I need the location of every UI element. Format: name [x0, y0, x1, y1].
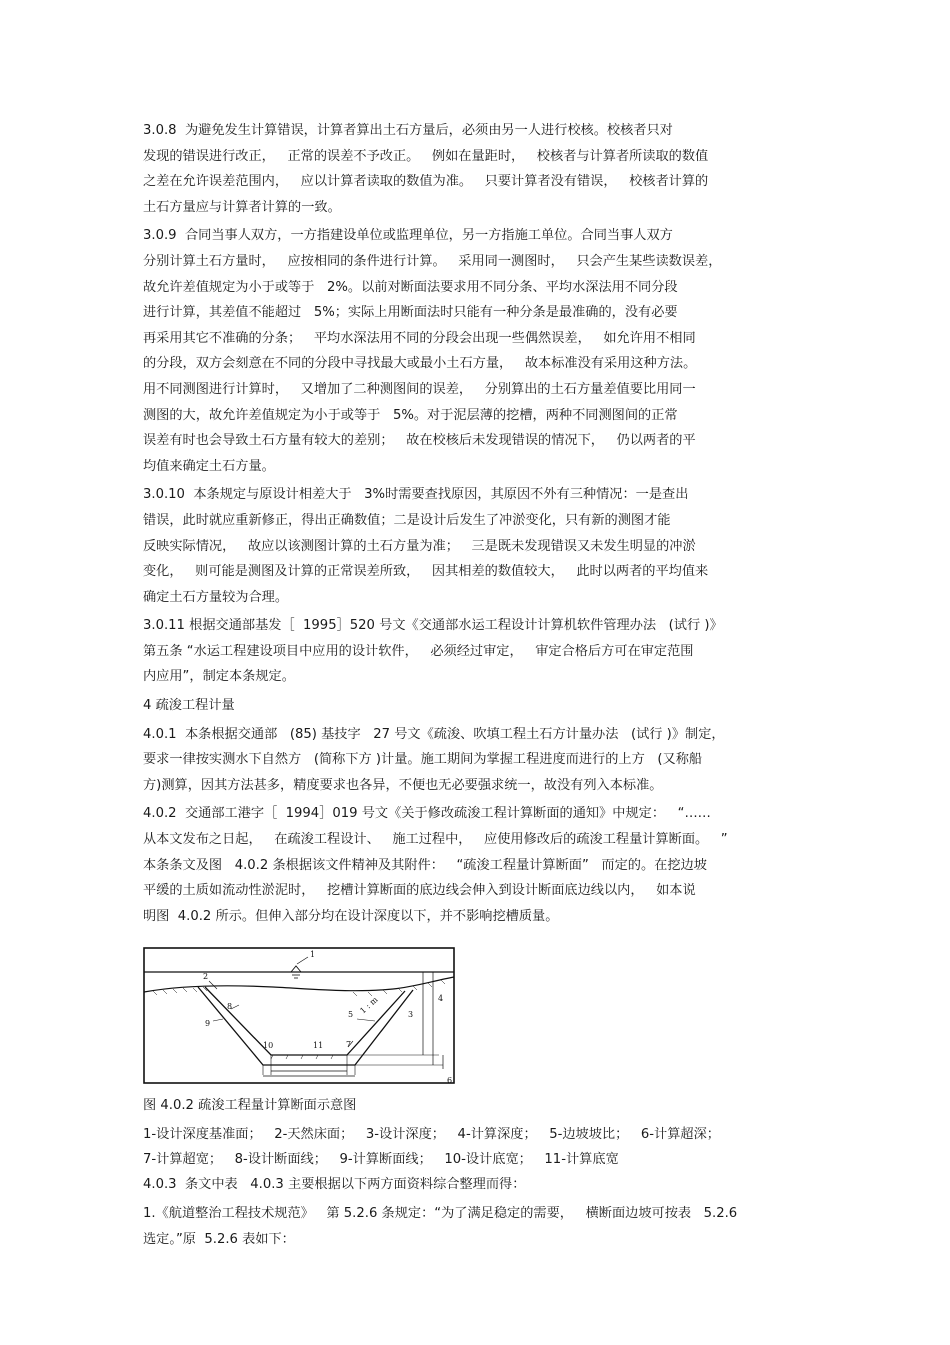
slope-ratio-label: 1 : m: [358, 995, 380, 1016]
leader-1: [297, 957, 308, 964]
fig-label-5: 5: [348, 1010, 354, 1020]
figure-legend-line-2: 7-计算超宽； 8-设计断面线； 9-计算断面线； 10-设计底宽； 11-计算底宽: [143, 1152, 619, 1168]
fig-label-9: 9: [205, 1019, 211, 1029]
leader-8: [231, 1005, 239, 1009]
figure-caption: 图 4.0.2 疏浚工程量计算断面示意图: [143, 1098, 357, 1114]
paragraph-4-0-2: 4.0.2 交通部工港字［ 1994］019 号文《关于修改疏浚工程计算断面的通知》中规定： “…… 从本文发布之日起， 在疏浚工程设计、 施工过程中， 应使用修改后的疏浚工程量计算断面。 ” 本条条文及图 4.0.2 条根据该文件精神及其附件： “疏浚工程量计算断面” 而定的。在挖边坡 平缓的土质如流动性淤泥时， 挖槽计算断面的底边线会伸入到设计断面底边线以内， 如本说 明图 4.0.2 所示。但伸入部分均在设计深度以下，并不影响挖槽质量。: [143, 806, 728, 924]
fig-label-1: 1: [310, 950, 316, 960]
paragraph-4-0-1: 4.0.1 本条根据交通部 (85) 基技字 27 号文《疏浚、吹填工程土石方计量办法 (试行 )》制定， 要求一律按实测水下自然方 (简称下方 )计量。施工期间为掌握工程进度而进行的上方 (又称船 方)测算，因其方法甚多，精度要求也各异，不便也无必要强求统一，故没有列入本标准。: [143, 726, 725, 793]
water-level-icon: [291, 966, 301, 972]
paragraph-3-0-8: 3.0.8 为避免发生计算错误，计算者算出土石方量后，必须由另一人进行校核。校核者只对 发现的错误进行改正， 正常的误差不予改正。 例如在量距时， 校核者与计算者所读取的数值 之差在允许误差范围内， 应以计算者读取的数值为准。 只要计算者没有错误， 校核者计算的 土石方量应与计算者计算的一致。: [143, 123, 709, 215]
computation-section-line: [198, 987, 413, 1065]
dredging-section-figure: [143, 947, 461, 1085]
paragraph-3-0-11: 3.0.11 根据交通部基发［ 1995］520 号文《交通部水运工程设计计算机软件管理办法 (试行 )》 第五条 “水运工程建设项目中应用的设计软件， 必须经过审定， 审定合格后方可在审定范围 内应用”，制定本条规定。: [143, 618, 723, 685]
fig-label-8: 8: [227, 1002, 233, 1012]
natural-bed-line: [144, 977, 454, 992]
fig-label-2: 2: [203, 972, 209, 982]
fig-label-6: 6: [447, 1076, 453, 1086]
paragraph-3-0-10: 3.0.10 本条规定与原设计相差大于 3%时需要查找原因，其原因不外有三种情况：一是查出 错误，此时就应重新修正，得出正确数值；二是设计后发生了冲淤变化，只有新的测图才能 反映实际情况， 故应以该测图计算的土石方量为准； 三是既未发现错误又未发生明显的冲淤 变化， 则可能是测图及计算的正常误差所致， 因其相差的数值较大， 此时以两者的平均值来 确定土石方量较为合理。: [143, 487, 709, 605]
fig-label-11: 11: [313, 1041, 324, 1051]
fig-label-4: 4: [438, 994, 444, 1004]
leader-2: [209, 981, 217, 989]
leader-5: [357, 1019, 375, 1021]
paragraph-4-0-3: 4.0.3 条文中表 4.0.3 主要根据以下两方面资料综合整理而得：: [143, 1177, 526, 1193]
section-heading: 4 疏浚工程计量: [143, 698, 235, 714]
fig-label-10: 10: [263, 1041, 274, 1051]
paragraph-spec-reference: 1.《航道整治工程技术规范》 第 5.2.6 条规定：“为了满足稳定的需要， 横断面边坡可按表 5.2.6 选定。”原 5.2.6 表如下：: [143, 1206, 738, 1247]
fig-label-7: 7: [346, 1040, 352, 1050]
figure-legend-line-1: 1-设计深度基准面； 2-天然床面； 3-设计深度； 4-计算深度； 5-边坡坡比； 6-计算超深；: [143, 1127, 720, 1143]
paragraph-3-0-9: 3.0.9 合同当事人双方，一方指建设单位或监理单位，另一方指施工单位。合同当事人双方 分别计算土石方量时， 应按相同的条件进行计算。 采用同一测图时， 只会产生某些读数误差， 故允许差值规定为小于或等于 2%。以前对断面法要求用不同分条、平均水深法用不同分段 进行计算，其差值不能超过 5%；实际上用断面法时只能有一种分条是最准确的，没有必要 再采用其它不准确的分条； 平均水深法用不同的分段会出现一些偶然误差， 如允许用不相同 的分段，双方会刻意在不同的分段中寻找最大或最小土石方量， 故本标准没有采用这种方法。 用不同测图进行计算时， 又增加了二种测图间的误差， 分别算出的土石方量差值要比用同一 测图的大，故允许差值规定为小于或等于 5%。对于泥层薄的挖槽，两种不同测图间的正常 误差有时也会导致土石方量有较大的差别； 故在校核后未发现错误的情况下， 仍以两者的平 均值来确定土石方量。: [143, 228, 722, 474]
document-page: [143, 118, 811, 1255]
leader-9: [213, 1019, 223, 1021]
fig-label-3: 3: [408, 1010, 414, 1020]
dredging-section-diagram: [143, 947, 461, 1085]
